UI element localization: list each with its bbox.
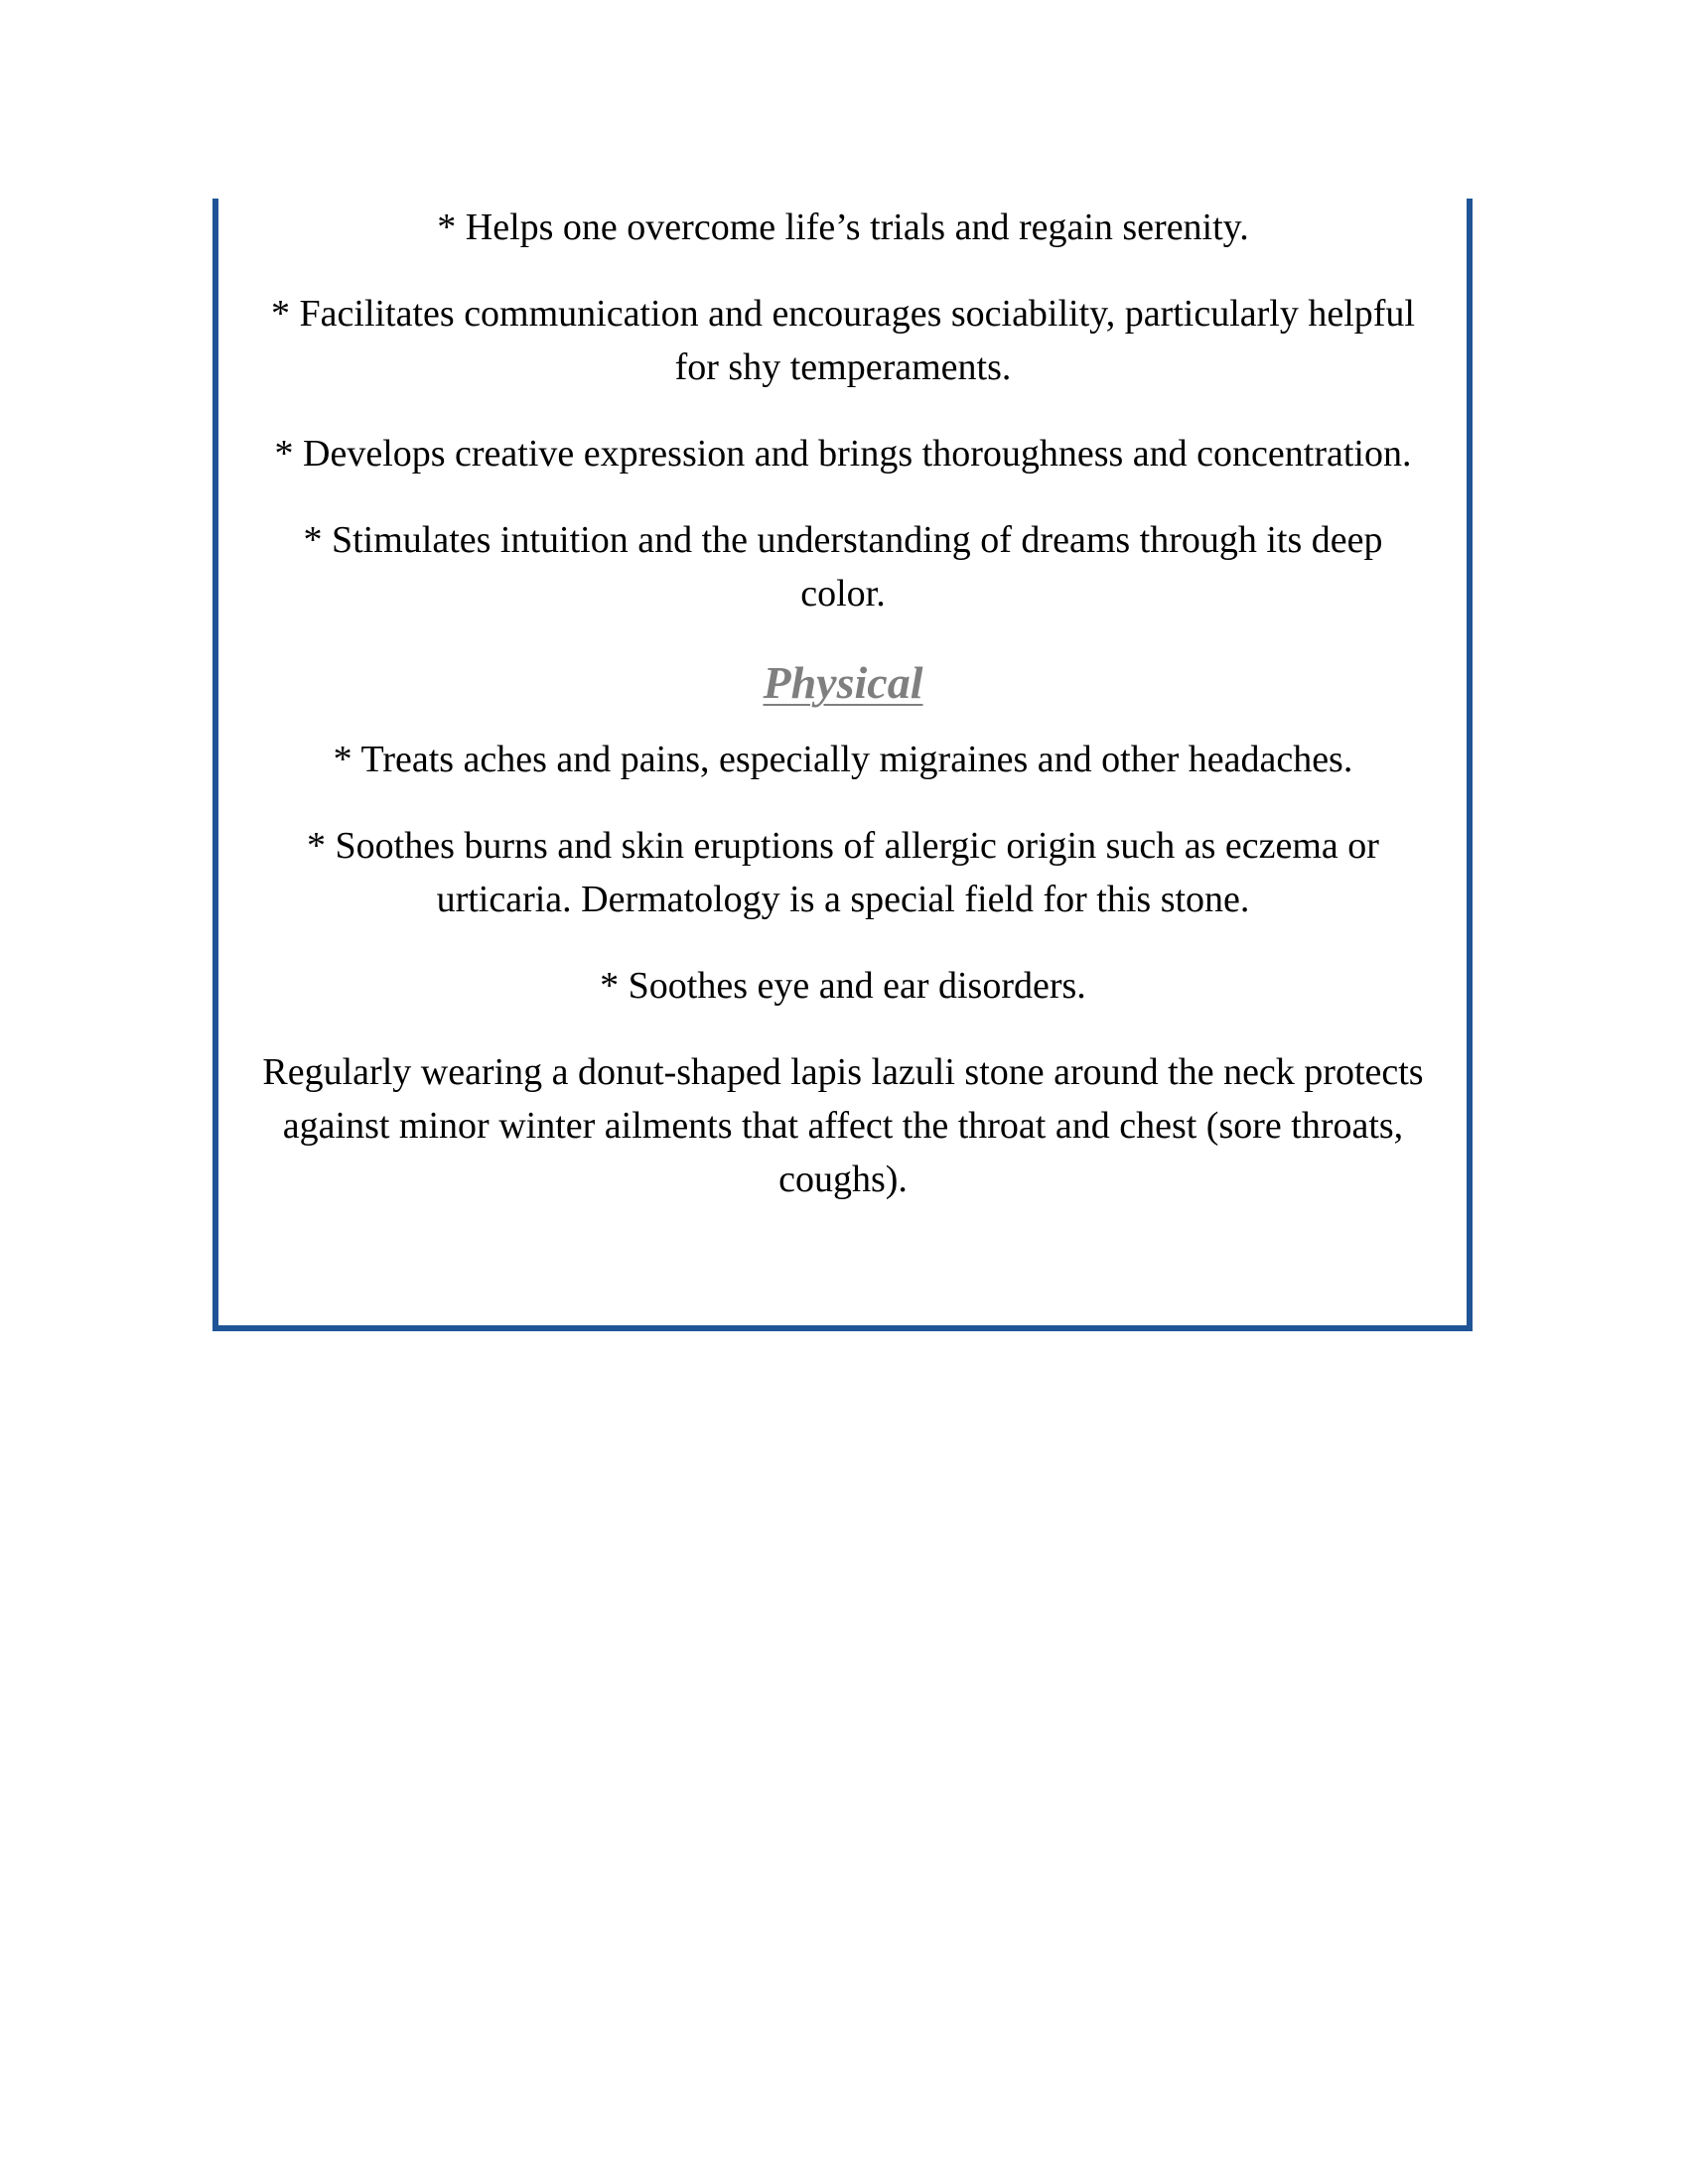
paragraph-creative-expression: * Develops creative expression and brings thoroughness and concentration.: [274, 433, 1412, 475]
paragraph-winter-ailments: Regularly wearing a donut-shaped lapis lazuli stone around the neck protects against minor winter ailments that affect the throat and chest (sore throats, coughs).: [262, 1051, 1424, 1200]
physical-heading: Physical: [763, 657, 923, 708]
paragraph-serenity: * Helps one overcome life’s trials and regain serenity.: [437, 206, 1249, 248]
paragraph-aches: * Treats aches and pains, especially migraines and other headaches.: [333, 739, 1353, 780]
paragraph-intuition: * Stimulates intuition and the understanding of dreams through its deep color.: [303, 519, 1383, 614]
paragraph-eye-ear: * Soothes eye and ear disorders.: [600, 965, 1086, 1007]
document-body: [258, 201, 1428, 1239]
paragraph-communication: * Facilitates communication and encourages sociability, particularly helpful for shy temperaments.: [271, 293, 1415, 388]
paragraph-skin: * Soothes burns and skin eruptions of allergic origin such as eczema or urticaria. Dermatology is a special field for this stone.: [307, 825, 1379, 920]
